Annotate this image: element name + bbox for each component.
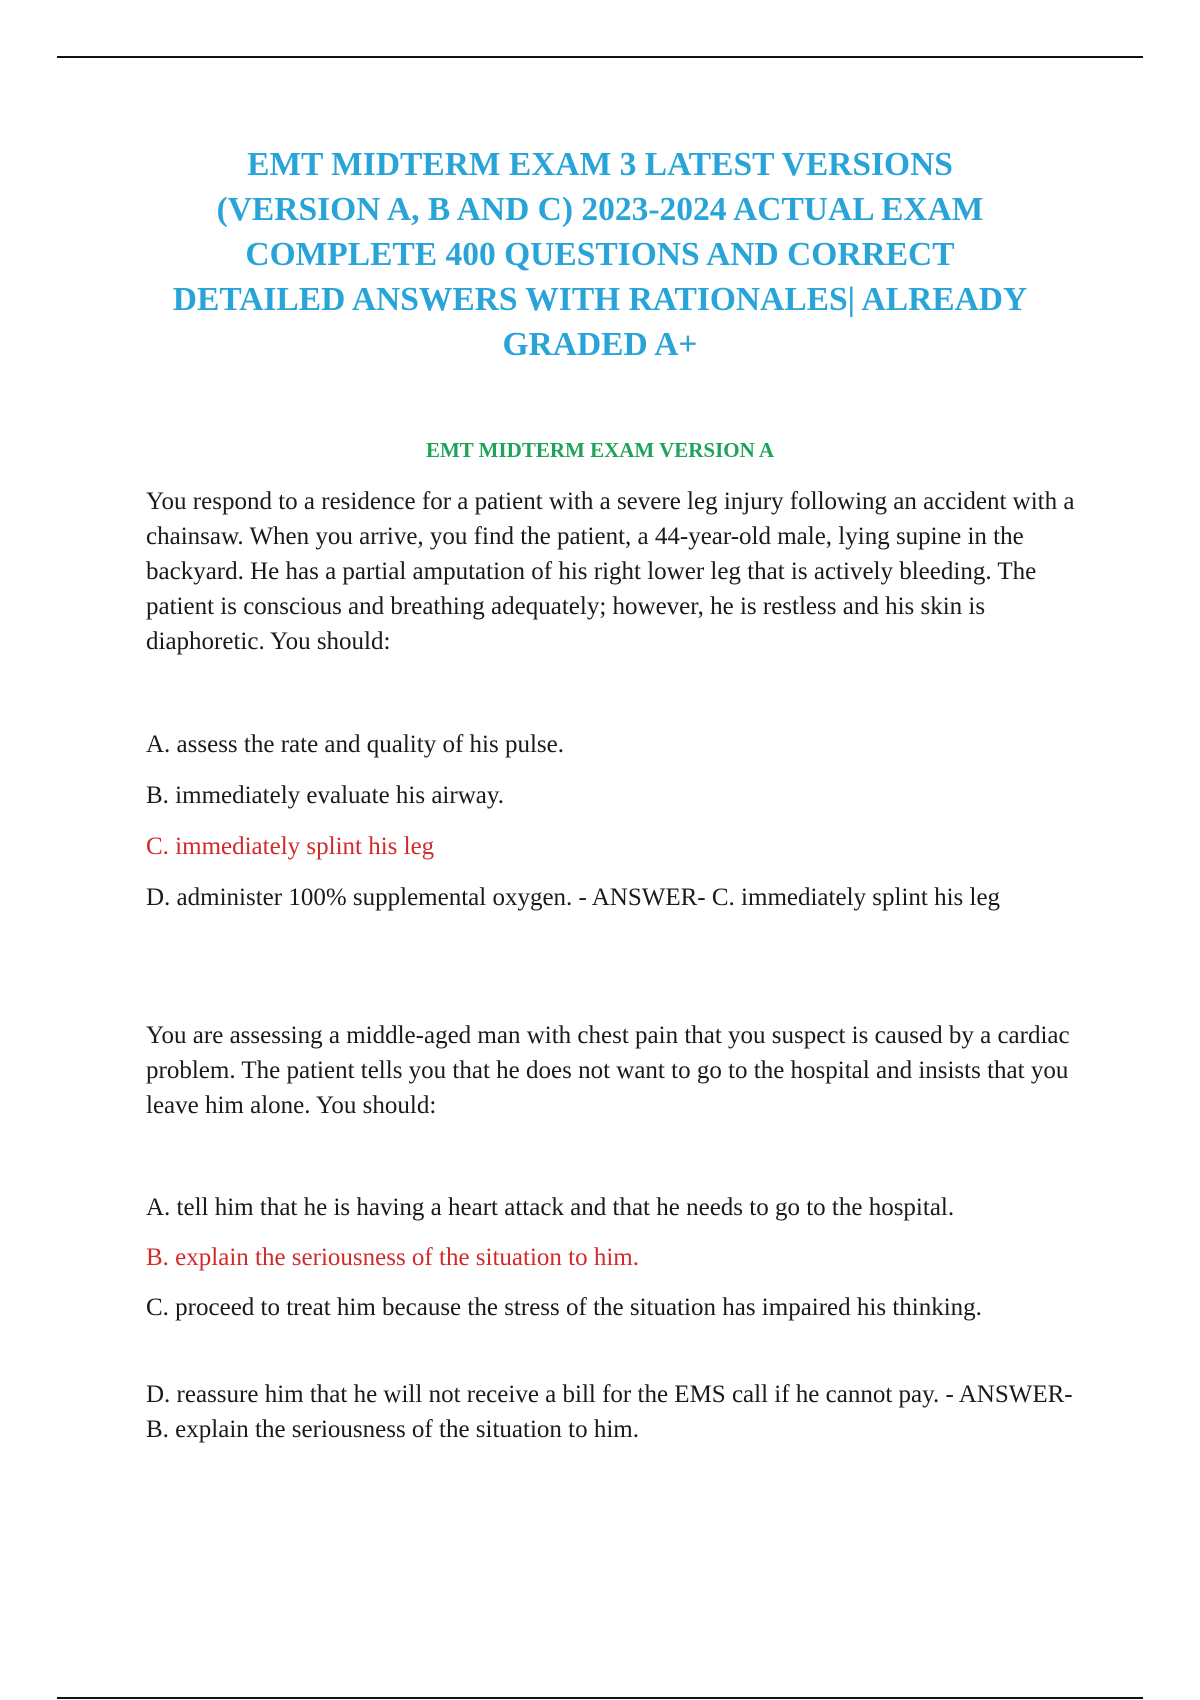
question-1-option-d: D. administer 100% supplemental oxygen. - ANSWER- C. immediately splint his leg — [146, 884, 1001, 911]
top-rule — [57, 56, 1143, 58]
title-line: (VERSION A, B AND C) 2023-2024 ACTUAL EXAM — [216, 191, 984, 228]
question-2-option-b-correct: B. explain the seriousness of the situation to him. — [146, 1244, 639, 1271]
bottom-rule — [57, 1697, 1143, 1699]
question-2-option-d: D. reassure him that he will not receive a bill for the EMS call if he cannot pay. - ANSWER- B. explain the seriousness of the situation to him. — [146, 1381, 1073, 1443]
document-title — [100, 142, 1100, 367]
title-line: EMT MIDTERM EXAM 3 LATEST VERSIONS — [247, 146, 953, 183]
question-2-stem: You are assessing a middle-aged man with chest pain that you suspect is caused by a cardiac problem. The patient tells you that he does not want to go to the hospital and insists that you leave him alone. You should: — [146, 1022, 1070, 1119]
question-1-option-c-correct: C. immediately splint his leg — [146, 833, 435, 860]
title-line: GRADED A+ — [502, 326, 698, 363]
question-1-stem: You respond to a residence for a patient with a severe leg injury following an accident with a chainsaw. When you arrive, you find the patient, a 44-year-old male, lying supine in the backyard. He has a partial amputation of his right lower leg that is actively bleeding. The patient is conscious and breathing adequately; however, he is restless and his skin is diaphoretic. You should: — [146, 488, 1075, 655]
question-2-option-c: C. proceed to treat him because the stress of the situation has impaired his thinking. — [146, 1294, 982, 1321]
section-heading: EMT MIDTERM EXAM VERSION A — [425, 438, 775, 462]
title-line: DETAILED ANSWERS WITH RATIONALES| ALREADY — [172, 281, 1028, 318]
question-1-option-b: B. immediately evaluate his airway. — [146, 782, 504, 809]
title-line: COMPLETE 400 QUESTIONS AND CORRECT — [245, 236, 955, 273]
question-1-option-a: A. assess the rate and quality of his pulse. — [146, 731, 564, 758]
question-2-option-a: A. tell him that he is having a heart attack and that he needs to go to the hospital. — [146, 1194, 955, 1221]
